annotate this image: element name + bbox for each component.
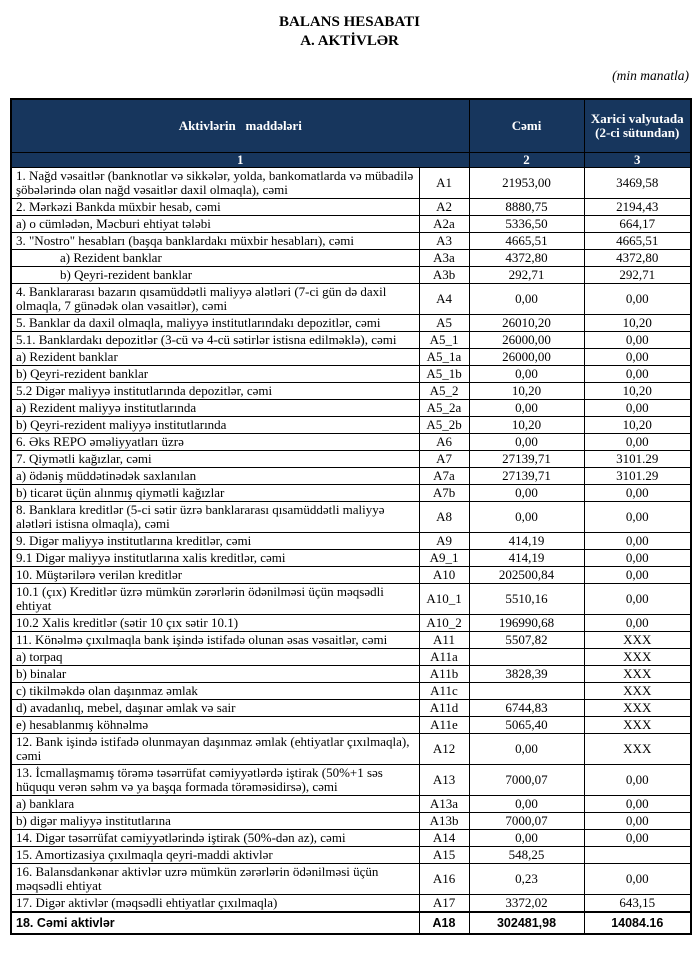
foreign-value-cell: 10,20 xyxy=(584,315,691,332)
table-row xyxy=(11,349,691,366)
item-code-cell: A11c xyxy=(419,683,469,700)
item-label-cell: a) ödəniş müddətinədək saxlanılan xyxy=(11,468,419,485)
item-label-cell: 10. Müştərilərə verilən kreditlər xyxy=(11,567,419,584)
foreign-value-cell: 0,00 xyxy=(584,434,691,451)
table-row xyxy=(11,864,691,895)
foreign-value-cell: 0,00 xyxy=(584,332,691,349)
item-code-cell: A7b xyxy=(419,485,469,502)
table-row xyxy=(11,383,691,400)
table-row xyxy=(11,796,691,813)
item-label-cell: a) o cümlədən, Məcburi ehtiyat tələbi xyxy=(11,216,419,233)
table-row xyxy=(11,366,691,383)
column-number-row xyxy=(11,153,691,168)
item-code-cell: A10 xyxy=(419,567,469,584)
item-label-cell: a) Rezident banklar xyxy=(11,349,419,366)
total-value-cell: 0,00 xyxy=(469,485,584,502)
item-code-cell: A3 xyxy=(419,233,469,250)
item-code-cell: A11b xyxy=(419,666,469,683)
table-row xyxy=(11,216,691,233)
item-code-cell: A2 xyxy=(419,199,469,216)
item-code-cell: A14 xyxy=(419,830,469,847)
foreign-value-cell: 0,00 xyxy=(584,400,691,417)
table-row xyxy=(11,649,691,666)
item-code-cell: A17 xyxy=(419,895,469,913)
column-number-total: 2 xyxy=(469,153,584,168)
total-value-cell: 6744,83 xyxy=(469,700,584,717)
foreign-value-cell: 2194,43 xyxy=(584,199,691,216)
foreign-value-cell: 0,00 xyxy=(584,284,691,315)
total-value-cell: 0,23 xyxy=(469,864,584,895)
foreign-value-cell: 0,00 xyxy=(584,864,691,895)
item-label-cell: b) Qeyri-rezident maliyyə institutlarında xyxy=(11,417,419,434)
foreign-value-cell: 0,00 xyxy=(584,567,691,584)
total-value-cell: 0,00 xyxy=(469,400,584,417)
foreign-value-cell: XXX xyxy=(584,649,691,666)
item-label-cell: 10.2 Xalis kreditlər (sətir 10 çıx sətir 10.1) xyxy=(11,615,419,632)
item-code-cell: A1 xyxy=(419,168,469,199)
total-value-cell: 414,19 xyxy=(469,533,584,550)
foreign-value-cell: 4372,80 xyxy=(584,250,691,267)
foreign-value-cell: 0,00 xyxy=(584,502,691,533)
item-code-cell: A3a xyxy=(419,250,469,267)
item-label-cell: 4. Banklararası bazarın qısamüddətli maliyyə alətləri (7-ci gün də daxil olmaqla, 7 günədək olan vəsaitlər), cəmi xyxy=(11,284,419,315)
item-label-cell: b) Qeyri-rezident banklar xyxy=(11,267,419,284)
foreign-value-cell: 0,00 xyxy=(584,349,691,366)
total-value-cell: 10,20 xyxy=(469,383,584,400)
table-row xyxy=(11,567,691,584)
item-label-cell: b) digər maliyyə institutlarına xyxy=(11,813,419,830)
currency-unit-note: (min manatla) xyxy=(612,68,689,83)
total-value-cell: 27139,71 xyxy=(469,468,584,485)
item-label-cell: 3. "Nostro" hesabları (başqa banklardakı müxbir hesabları), cəmi xyxy=(11,233,419,250)
table-row xyxy=(11,250,691,267)
foreign-value-cell: 0,00 xyxy=(584,533,691,550)
table-row xyxy=(11,502,691,533)
item-label-cell: 13. İcmallaşmamış törəmə təsərrüfat cəmiyyətlərdə iştirak (50%+1 səs hüququ verən səhm və ya başqa formada törəməsidirsə), cəmi xyxy=(11,765,419,796)
table-row xyxy=(11,315,691,332)
total-value-cell: 292,71 xyxy=(469,267,584,284)
item-code-cell: A8 xyxy=(419,502,469,533)
table-row xyxy=(11,765,691,796)
table-row xyxy=(11,895,691,913)
item-code-cell: A3b xyxy=(419,267,469,284)
table-row xyxy=(11,233,691,250)
table-row xyxy=(11,734,691,765)
total-value-cell: 302481,98 xyxy=(469,912,584,934)
item-code-cell: A13b xyxy=(419,813,469,830)
foreign-value-cell: XXX xyxy=(584,632,691,649)
table-header xyxy=(11,99,691,168)
item-label-cell: 11. Könəlmə çıxılmaqla bank işində istifadə olunan əsas vəsaitlər, cəmi xyxy=(11,632,419,649)
item-label-cell: b) Qeyri-rezident banklar xyxy=(11,366,419,383)
total-value-cell: 5507,82 xyxy=(469,632,584,649)
table-row xyxy=(11,468,691,485)
report-title-line2: A. AKTİVLƏR xyxy=(300,33,399,49)
table-row xyxy=(11,533,691,550)
item-code-cell: A9_1 xyxy=(419,550,469,567)
total-value-cell: 0,00 xyxy=(469,830,584,847)
total-value-cell: 196990,68 xyxy=(469,615,584,632)
table-row xyxy=(11,813,691,830)
item-code-cell: A11a xyxy=(419,649,469,666)
table-row xyxy=(11,417,691,434)
item-label-cell: 16. Balansdankənar aktivlər uzrə mümkün zərərlərin ödənilməsi üçün məqsədli ehtiyat xyxy=(11,864,419,895)
foreign-value-cell: 3101.29 xyxy=(584,451,691,468)
total-value-cell: 0,00 xyxy=(469,796,584,813)
item-label-cell: 9. Digər maliyyə institutlarına kreditlər, cəmi xyxy=(11,533,419,550)
table-row xyxy=(11,284,691,315)
foreign-value-cell: XXX xyxy=(584,666,691,683)
table-row xyxy=(11,332,691,349)
foreign-value-cell: XXX xyxy=(584,700,691,717)
item-code-cell: A15 xyxy=(419,847,469,864)
foreign-value-cell: 664,17 xyxy=(584,216,691,233)
item-code-cell: A6 xyxy=(419,434,469,451)
item-code-cell: A10_2 xyxy=(419,615,469,632)
foreign-value-cell: 0,00 xyxy=(584,765,691,796)
foreign-value-cell: 3101.29 xyxy=(584,468,691,485)
balance-table xyxy=(10,98,692,935)
total-value-cell: 0,00 xyxy=(469,502,584,533)
header-row xyxy=(11,99,691,153)
foreign-value-cell xyxy=(584,847,691,864)
foreign-value-cell: 10,20 xyxy=(584,383,691,400)
item-label-cell: a) banklara xyxy=(11,796,419,813)
item-label-cell: d) avadanlıq, mebel, daşınar əmlak və sair xyxy=(11,700,419,717)
item-label-cell: 6. Əks REPO əməliyyatları üzrə xyxy=(11,434,419,451)
column-header-foreign-currency: Xarici valyutada (2-ci sütundan) xyxy=(584,99,691,153)
item-code-cell: A11e xyxy=(419,717,469,734)
total-value-cell: 548,25 xyxy=(469,847,584,864)
foreign-value-cell: 643,15 xyxy=(584,895,691,913)
item-code-cell: A4 xyxy=(419,284,469,315)
item-label-cell: 10.1 (çıx) Kreditlər üzrə mümkün zərərlərin ödənilməsi üçün məqsədli ehtiyat xyxy=(11,584,419,615)
foreign-value-cell: 0,00 xyxy=(584,550,691,567)
total-value-cell: 3828,39 xyxy=(469,666,584,683)
item-code-cell: A5_1b xyxy=(419,366,469,383)
total-value-cell: 3372,02 xyxy=(469,895,584,913)
item-code-cell: A18 xyxy=(419,912,469,934)
total-value-cell xyxy=(469,683,584,700)
table-row xyxy=(11,717,691,734)
foreign-value-cell: 0,00 xyxy=(584,366,691,383)
foreign-value-cell: 3469,58 xyxy=(584,168,691,199)
total-value-cell: 202500,84 xyxy=(469,567,584,584)
total-value-cell: 4372,80 xyxy=(469,250,584,267)
table-row xyxy=(11,847,691,864)
item-code-cell: A2a xyxy=(419,216,469,233)
item-label-cell: 5. Banklar da daxil olmaqla, maliyyə institutlarındakı depozitlər, cəmi xyxy=(11,315,419,332)
page-title xyxy=(0,13,699,51)
foreign-value-cell: 0,00 xyxy=(584,615,691,632)
table-row xyxy=(11,700,691,717)
item-code-cell: A9 xyxy=(419,533,469,550)
item-code-cell: A13a xyxy=(419,796,469,813)
item-code-cell: A5_2a xyxy=(419,400,469,417)
foreign-value-cell: 0,00 xyxy=(584,584,691,615)
item-code-cell: A12 xyxy=(419,734,469,765)
table-row xyxy=(11,632,691,649)
table-row xyxy=(11,199,691,216)
foreign-value-cell: 0,00 xyxy=(584,830,691,847)
foreign-value-cell: 292,71 xyxy=(584,267,691,284)
item-label-cell: 7. Qiymətli kağızlar, cəmi xyxy=(11,451,419,468)
total-value-cell: 21953,00 xyxy=(469,168,584,199)
item-code-cell: A7 xyxy=(419,451,469,468)
item-label-cell: b) binalar xyxy=(11,666,419,683)
item-code-cell: A5 xyxy=(419,315,469,332)
table-row xyxy=(11,400,691,417)
foreign-value-cell: 4665,51 xyxy=(584,233,691,250)
table-row xyxy=(11,666,691,683)
foreign-value-cell: 0,00 xyxy=(584,796,691,813)
item-label-cell: 1. Nağd vəsaitlər (banknotlar və sikkələr, yolda, bankomatlarda və mübadilə şöbələrində olan nağd vəsaitlər daxil olmaqla), cəmi xyxy=(11,168,419,199)
item-code-cell: A16 xyxy=(419,864,469,895)
balance-report-page xyxy=(0,13,699,953)
item-label-cell: c) tikilməkdə olan daşınmaz əmlak xyxy=(11,683,419,700)
column-header-total: Cəmi xyxy=(469,99,584,153)
item-code-cell: A5_2b xyxy=(419,417,469,434)
table-row xyxy=(11,830,691,847)
table-row xyxy=(11,168,691,199)
total-value-cell: 8880,75 xyxy=(469,199,584,216)
item-label-cell: b) ticarət üçün alınmış qiymətli kağızlar xyxy=(11,485,419,502)
table-row xyxy=(11,550,691,567)
total-row xyxy=(11,912,691,934)
foreign-value-cell: XXX xyxy=(584,717,691,734)
foreign-value-cell: 0,00 xyxy=(584,485,691,502)
total-value-cell: 27139,71 xyxy=(469,451,584,468)
item-label-cell: 15. Amortizasiya çıxılmaqla qeyri-maddi aktivlər xyxy=(11,847,419,864)
item-code-cell: A5_1a xyxy=(419,349,469,366)
item-code-cell: A5_2 xyxy=(419,383,469,400)
total-value-cell: 5510,16 xyxy=(469,584,584,615)
foreign-value-cell: 14084.16 xyxy=(584,912,691,934)
table-row xyxy=(11,451,691,468)
column-number-foreign: 3 xyxy=(584,153,691,168)
table-body xyxy=(11,168,691,935)
total-value-cell: 10,20 xyxy=(469,417,584,434)
item-code-cell: A5_1 xyxy=(419,332,469,349)
table-row xyxy=(11,267,691,284)
total-value-cell: 0,00 xyxy=(469,366,584,383)
item-code-cell: A10_1 xyxy=(419,584,469,615)
item-label-cell: a) Rezident banklar xyxy=(11,250,419,267)
item-label-cell: 2. Mərkəzi Bankda müxbir hesab, cəmi xyxy=(11,199,419,216)
report-title-line1: BALANS HESABATI xyxy=(278,14,420,30)
table-row xyxy=(11,434,691,451)
item-label-cell: 18. Cəmi aktivlər xyxy=(11,912,419,934)
item-label-cell: 8. Banklara kreditlər (5-ci sətir üzrə banklararası qısamüddətli maliyyə alətləri istisna olmaqla), cəmi xyxy=(11,502,419,533)
total-value-cell: 4665,51 xyxy=(469,233,584,250)
item-code-cell: A11 xyxy=(419,632,469,649)
item-code-cell: A11d xyxy=(419,700,469,717)
item-label-cell: 9.1 Digər maliyyə institutlarına xalis kreditlər, cəmi xyxy=(11,550,419,567)
total-value-cell: 26000,00 xyxy=(469,332,584,349)
item-label-cell: a) Rezident maliyyə institutlarında xyxy=(11,400,419,417)
column-header-items: Aktivlərin maddələri xyxy=(11,99,469,153)
total-value-cell: 5336,50 xyxy=(469,216,584,233)
item-label-cell: 5.1. Banklardakı depozitlər (3-cü və 4-cü sətirlər istisna edilməklə), cəmi xyxy=(11,332,419,349)
total-value-cell: 5065,40 xyxy=(469,717,584,734)
foreign-value-cell: XXX xyxy=(584,683,691,700)
table-row xyxy=(11,683,691,700)
item-label-cell: 17. Digər aktivlər (məqsədli ehtiyatlar çıxılmaqla) xyxy=(11,895,419,913)
item-label-cell: e) hesablanmış köhnəlmə xyxy=(11,717,419,734)
table-row xyxy=(11,615,691,632)
total-value-cell: 0,00 xyxy=(469,734,584,765)
foreign-value-cell: 0,00 xyxy=(584,813,691,830)
total-value-cell: 26010,20 xyxy=(469,315,584,332)
total-value-cell: 0,00 xyxy=(469,434,584,451)
total-value-cell xyxy=(469,649,584,666)
table-row xyxy=(11,485,691,502)
column-number-items: 1 xyxy=(11,153,469,168)
item-label-cell: 5.2 Digər maliyyə institutlarında depozitlər, cəmi xyxy=(11,383,419,400)
item-code-cell: A7a xyxy=(419,468,469,485)
total-value-cell: 26000,00 xyxy=(469,349,584,366)
total-value-cell: 0,00 xyxy=(469,284,584,315)
table-row xyxy=(11,584,691,615)
item-code-cell: A13 xyxy=(419,765,469,796)
total-value-cell: 7000,07 xyxy=(469,813,584,830)
item-label-cell: 14. Digər təsərrüfat cəmiyyətlərində iştirak (50%-dən az), cəmi xyxy=(11,830,419,847)
item-label-cell: a) torpaq xyxy=(11,649,419,666)
item-label-cell: 12. Bank işində istifadə olunmayan daşınmaz əmlak (ehtiyatlar çıxılmaqla), cəmi xyxy=(11,734,419,765)
foreign-value-cell: 10,20 xyxy=(584,417,691,434)
total-value-cell: 7000,07 xyxy=(469,765,584,796)
total-value-cell: 414,19 xyxy=(469,550,584,567)
foreign-value-cell: XXX xyxy=(584,734,691,765)
